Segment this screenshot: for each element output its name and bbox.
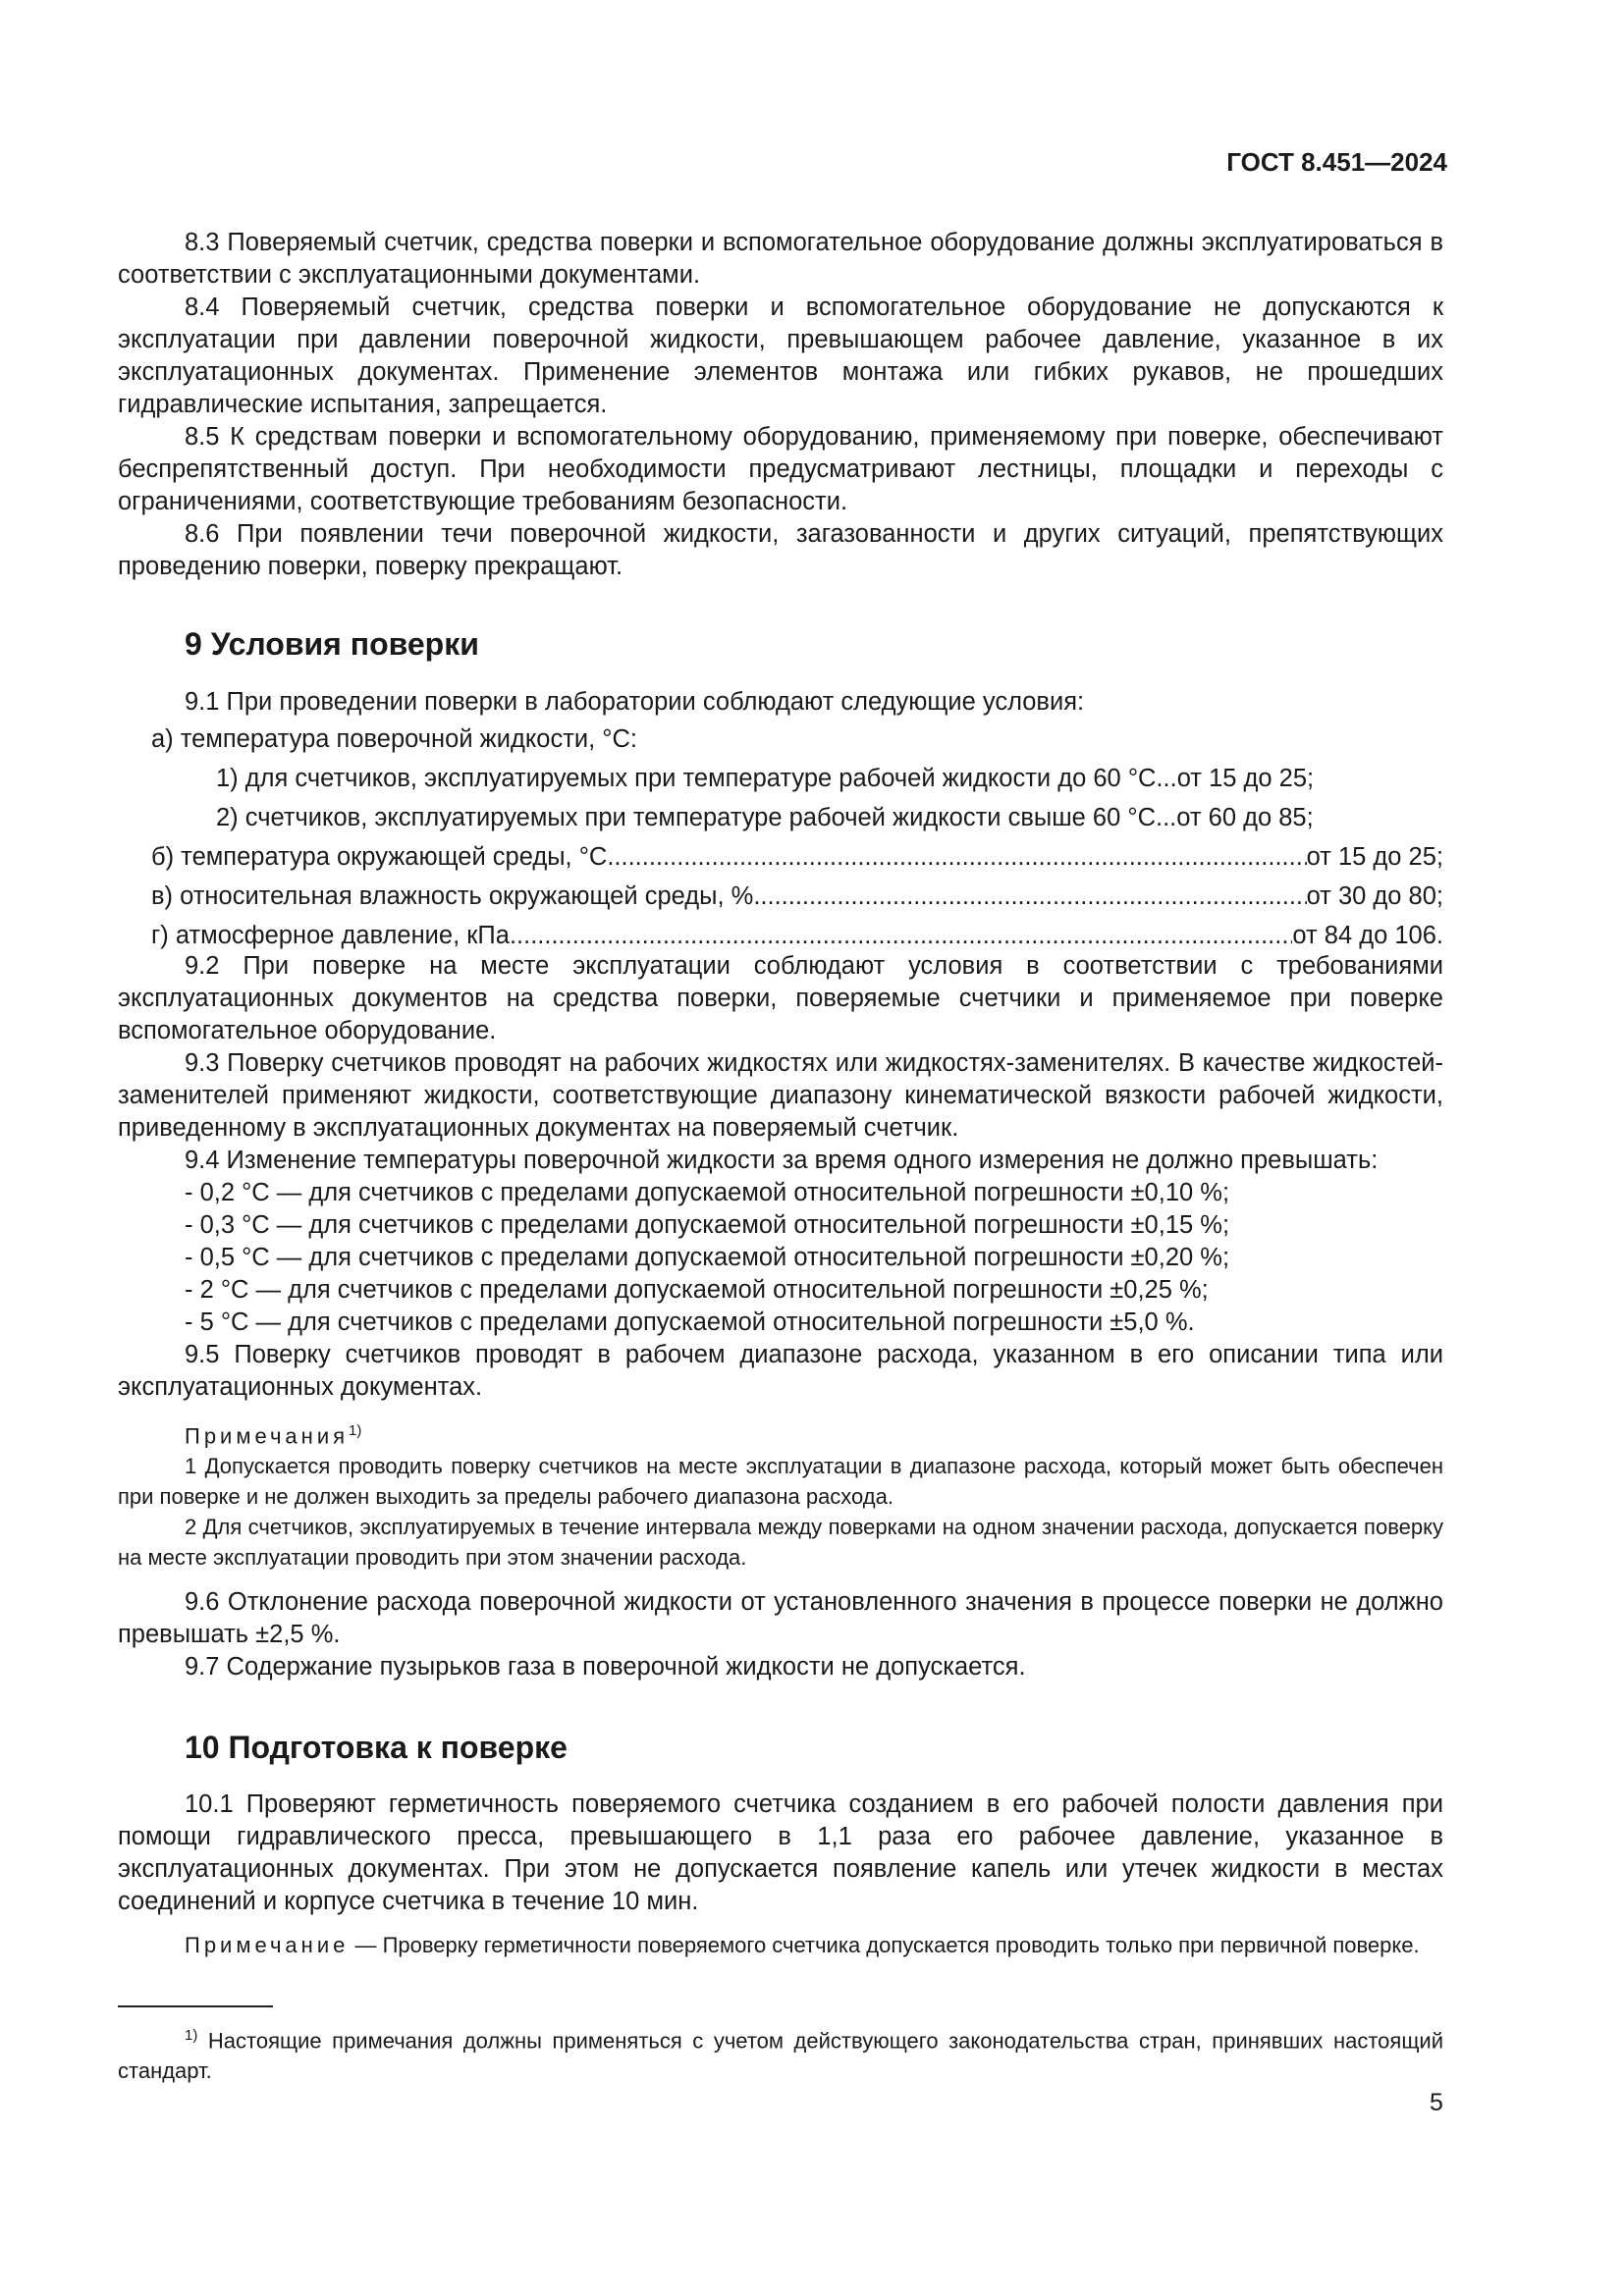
para-9-6: 9.6 Отклонение расхода поверочной жидкости от установленного значения в процессе поверки не должно превышать ±2,5 %. [118,1588,1443,1649]
para-10-1: 10.1 Проверяют герметичность поверяемого счетчика созданием в его рабочей полости давления при помощи гидравлического пресса, превышающего в 1,1 раза его рабочее давление, указанное в эксплуатационных документах. При этом не допускается появление капель или утечек жидкости в местах соединений и корпусе счетчика в течение 10 мин. [118,1790,1443,1915]
page-number: 5 [1430,2089,1443,2116]
condition-a1: 1) для счетчиков, эксплуатируемых при температуре рабочей жидкости до 60 °С... от 15 до 25; [216,765,1315,792]
footnote-divider [118,2005,273,2007]
condition-b: б) температура окружающей среды, °С ..... от 15 до 25; [118,837,1443,877]
note-10: Примечание — Проверку герметичности поверяемого счетчика допускается проводить только при первичной поверке. [185,1933,1420,1957]
para-8-4: 8.4 Поверяемый счетчик, средства поверки и вспомогательное оборудование не допускаются к эксплуатации при давлении поверочной жидкости, превышающем рабочее давление, указанное в их эксплуатационных документах. Применение элементов монтажа или гибких рукавов, не прошедших гидравлические испытания, запрещается. [118,294,1443,418]
section-9-heading: 9 Условия поверки [185,626,479,662]
section-8-body [118,227,1443,583]
limit-item: - 5 °С — для счетчиков с пределами допускаемой относительной погрешности ±5,0 %. [185,1308,1195,1336]
dot-leader [607,837,1306,877]
dot-leader [753,877,1306,916]
para-8-3: 8.3 Поверяемый счетчик, средства поверки и вспомогательное оборудование должны эксплуатироваться в соответствии с эксплуатационными документами. [118,229,1443,289]
limit-item: - 2 °С — для счетчиков с пределами допускаемой относительной погрешности ±0,25 %; [185,1276,1209,1304]
document-id-header: ГОСТ 8.451—2024 [1226,147,1447,177]
para-9-5: 9.5 Поверку счетчиков проводят в рабочем диапазоне расхода, указанном в его описании типа или эксплуатационных документах. [118,1341,1443,1401]
para-9-2: 9.2 При поверке на месте эксплуатации соблюдают условия в соответствии с требованиями эксплуатационных документов на средства поверки, поверяемые счетчики и применяемое при поверке вспомогательное оборудование. [118,952,1443,1044]
condition-g: г) атмосферное давление, кПа ..... от 84 до 106. [118,916,1443,955]
section-9-conditions [118,684,1443,955]
para-8-6: 8.6 При появлении течи поверочной жидкости, загазованности и других ситуаций, препятствующих проведению поверки, поверку прекращают. [118,520,1443,580]
section-9-body [118,950,1443,1683]
limit-item: - 0,2 °С — для счетчиков с пределами допускаемой относительной погрешности ±0,10 %; [185,1179,1230,1206]
note-2: 2 Для счетчиков, эксплуатируемых в течение интервала между поверками на одном значении расхода, допускается поверку на месте эксплуатации проводить при этом значении расхода. [118,1515,1443,1571]
condition-v: в) относительная влажность окружающей среды, % ..... от 30 до 80; [118,877,1443,916]
para-9-4: 9.4 Изменение температуры поверочной жидкости за время одного измерения не должно превышать: [185,1147,1379,1174]
limit-item: - 0,5 °С — для счетчиков с пределами допускаемой относительной погрешности ±0,20 %; [185,1244,1230,1271]
section-10-heading: 10 Подготовка к поверке [185,1730,568,1765]
section-10-body [118,1789,1443,1960]
dot-leader [510,916,1292,955]
notes-title: Примечания$^{1)}$ [185,1422,362,1449]
para-8-5: 8.5 К средствам поверки и вспомогательному оборудованию, применяемому при поверке, обеспечивают беспрепятственный доступ. При необходимости предусматривают лестницы, площадки и переходы с ограничениями, соответствующие требованиям безопасности. [118,423,1443,515]
condition-a: а) температура поверочной жидкости, °С: [151,725,637,753]
condition-a2: 2) счетчиков, эксплуатируемых при температуре рабочей жидкости свыше 60 °С... от 60 до 85; [216,804,1314,831]
limit-item: - 0,3 °С — для счетчиков с пределами допускаемой относительной погрешности ±0,15 %; [185,1211,1230,1239]
footnote: $^{1)}$ Настоящие примечания должны применяться с учетом действующего законодательства стран, принявших настоящий стандарт. [118,2027,1443,2084]
para-9-1: 9.1 При проведении поверки в лаборатории соблюдают следующие условия: [185,688,1085,716]
para-9-7: 9.7 Содержание пузырьков газа в поверочной жидкости не допускается. [185,1653,1026,1682]
para-9-3: 9.3 Поверку счетчиков проводят на рабочих жидкостях или жидкостях-заменителях. В качестве жидкостей-заменителей применяют жидкости, соответствующие диапазону кинематической вязкости рабочей жидкости, приведенному в эксплуатационных документах на поверяемый счетчик. [118,1049,1443,1142]
note-1: 1 Допускается проводить поверку счетчиков на месте эксплуатации в диапазоне расхода, который может быть обеспечен при поверке и не должен выходить за пределы рабочего диапазона расхода. [118,1454,1443,1510]
